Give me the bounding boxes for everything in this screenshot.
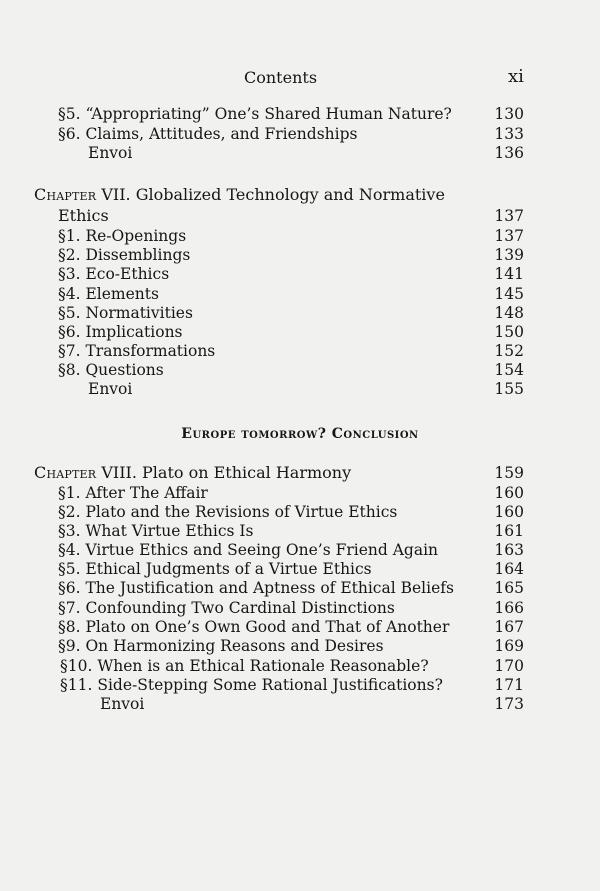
toc-entry xyxy=(0,636,600,656)
toc-entry-page: 137 xyxy=(494,227,524,245)
toc-entry-label: §5. Ethical Judgments of a Virtue Ethics xyxy=(58,560,372,578)
toc-entry xyxy=(0,675,600,695)
toc-entry xyxy=(0,559,600,579)
toc-entry-label: §8. Questions xyxy=(58,361,164,379)
chapter-vii-heading-cont xyxy=(0,206,600,226)
toc-entry-label: §6. The Justification and Aptness of Ethical Beliefs xyxy=(58,579,454,597)
toc-entry-label: Envoi xyxy=(88,144,133,162)
toc-entry-page: 173 xyxy=(494,695,524,713)
toc-entry-label: §10. When is an Ethical Rationale Reasonable? xyxy=(60,657,429,675)
chapter-page: 159 xyxy=(494,464,524,482)
toc-entry-page: 160 xyxy=(494,503,524,521)
toc-entry-label: §8. Plato on One’s Own Good and That of Another xyxy=(58,618,450,636)
toc-entry xyxy=(0,617,600,637)
toc-entry-page: 171 xyxy=(494,676,524,694)
toc-entry xyxy=(0,264,600,284)
toc-entry-page: 155 xyxy=(494,380,524,398)
toc-entry-label: §5. Normativities xyxy=(58,304,193,322)
toc-entry-label: §7. Transformations xyxy=(58,342,216,360)
toc-entry-label: Envoi xyxy=(88,380,133,398)
toc-entry-label: §6. Claims, Attitudes, and Friendships xyxy=(58,125,358,143)
chapter-title: VIII. Plato on Ethical Harmony xyxy=(101,463,352,482)
toc-entry-page: 145 xyxy=(494,285,524,303)
toc-entry-page: 161 xyxy=(494,522,524,540)
toc-entry-label: §1. After The Affair xyxy=(58,484,208,502)
toc-entry-label: §4. Virtue Ethics and Seeing One’s Friend Again xyxy=(58,541,439,559)
toc-entry-label: §3. Eco-Ethics xyxy=(58,265,170,283)
toc-entry-label: §5. “Appropriating” One’s Shared Human Nature? xyxy=(58,105,452,123)
toc-entry-page: 167 xyxy=(494,618,524,636)
toc-entry xyxy=(0,104,600,124)
toc-entry-label: §1. Re-Openings xyxy=(58,227,187,245)
toc-entry xyxy=(0,502,600,522)
toc-entry-page: 163 xyxy=(494,541,524,559)
toc-entry-label: §4. Elements xyxy=(58,285,159,303)
running-head-title: Contents xyxy=(244,68,318,87)
part-heading-text: Europe tomorrow? Conclusion xyxy=(181,426,419,442)
chapter-word: Chapter xyxy=(34,463,97,482)
toc-entry xyxy=(0,483,600,503)
toc-entry-page: 165 xyxy=(494,579,524,597)
part-heading xyxy=(0,426,600,448)
toc-entry-page: 169 xyxy=(494,637,524,655)
toc-entry xyxy=(0,124,600,144)
toc-entry-page: 139 xyxy=(494,246,524,264)
toc-entry-page: 160 xyxy=(494,484,524,502)
toc-entry-page: 164 xyxy=(494,560,524,578)
toc-entry xyxy=(0,143,600,163)
chapter-title: VII. Globalized Technology and Normative xyxy=(101,185,445,204)
toc-entry-label: §2. Dissemblings xyxy=(58,246,191,264)
chapter-page: 137 xyxy=(494,207,524,225)
page-folio: xi xyxy=(508,66,524,87)
toc-entry-page: 170 xyxy=(494,657,524,675)
running-head xyxy=(0,66,600,90)
toc-entry-page: 166 xyxy=(494,599,524,617)
toc-entry-page: 152 xyxy=(494,342,524,360)
toc-entry-label: §11. Side-Stepping Some Rational Justifications? xyxy=(60,676,443,694)
toc-entry xyxy=(0,341,600,361)
toc-entry-label: §6. Implications xyxy=(58,323,183,341)
toc-entry xyxy=(0,540,600,560)
chapter-title-cont: Ethics xyxy=(58,206,109,225)
toc-entry xyxy=(0,598,600,618)
toc-entry xyxy=(0,521,600,541)
toc-entry-label: §9. On Harmonizing Reasons and Desires xyxy=(58,637,384,655)
toc-entry xyxy=(0,245,600,265)
toc-entry xyxy=(0,303,600,323)
toc-entry xyxy=(0,379,600,399)
toc-entry-page: 136 xyxy=(494,144,524,162)
toc-entry-label: §3. What Virtue Ethics Is xyxy=(58,522,254,540)
toc-entry xyxy=(0,360,600,380)
toc-entry xyxy=(0,694,600,714)
toc-entry-page: 141 xyxy=(494,265,524,283)
toc-entry-label: §2. Plato and the Revisions of Virtue Ethics xyxy=(58,503,398,521)
toc-entry xyxy=(0,226,600,246)
toc-entry-page: 133 xyxy=(494,125,524,143)
toc-entry-page: 148 xyxy=(494,304,524,322)
toc-entry xyxy=(0,578,600,598)
chapter-word: Chapter xyxy=(34,185,97,204)
toc-entry-page: 150 xyxy=(494,323,524,341)
toc-entry-label: Envoi xyxy=(100,695,145,713)
toc-entry xyxy=(0,322,600,342)
toc-entry-label: §7. Confounding Two Cardinal Distinctions xyxy=(58,599,395,617)
toc-entry xyxy=(0,284,600,304)
toc-entry xyxy=(0,656,600,676)
chapter-viii-heading xyxy=(0,463,600,483)
chapter-vii-heading xyxy=(0,185,600,205)
toc-entry-page: 154 xyxy=(494,361,524,379)
toc-entry-page: 130 xyxy=(494,105,524,123)
